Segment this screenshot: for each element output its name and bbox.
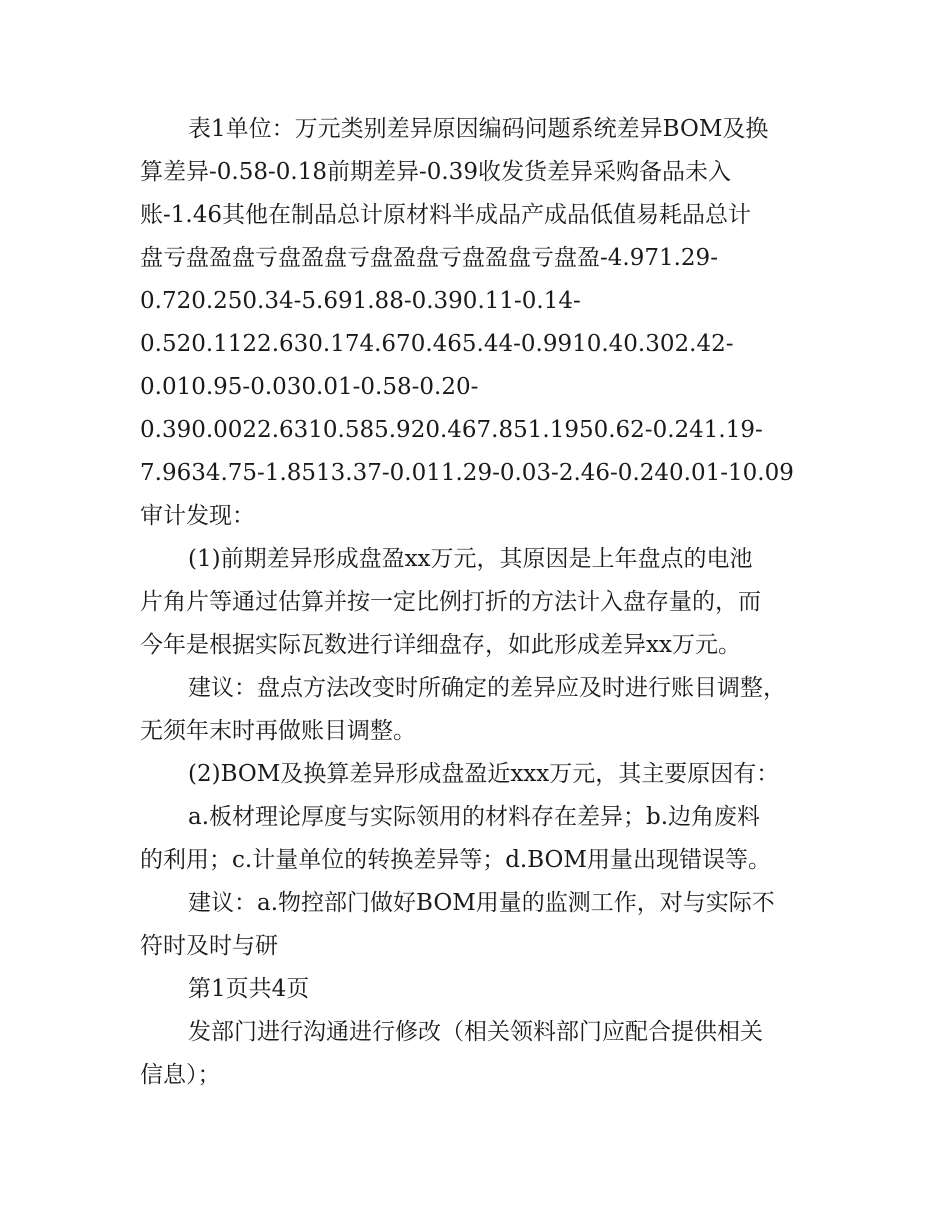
- text-line: 盘亏盘盈盘亏盘盈盘亏盘盈盘亏盘盈盘亏盘盈-4.971.29-: [140, 245, 718, 271]
- text-line: 0.720.250.34-5.691.88-0.390.11-0.14-: [140, 288, 581, 314]
- text-line: (2)BOM及换算差异形成盘盈近xxx万元，其主要原因有：: [188, 761, 780, 787]
- text-line: 今年是根据实际瓦数进行详细盘存，如此形成差异xx万元。: [140, 632, 741, 658]
- text-line: 发部门进行沟通进行修改（相关领料部门应配合提供相关: [188, 1019, 763, 1045]
- text-line: 符时及时与研: [140, 933, 278, 959]
- text-line: 建议：a.物控部门做好BOM用量的监测工作，对与实际不: [188, 890, 775, 916]
- text-line: 信息）；: [140, 1062, 221, 1088]
- document-body: [140, 108, 820, 1097]
- text-line: 无须年末时再做账目调整。: [140, 718, 416, 744]
- text-line: 0.010.95-0.030.01-0.58-0.20-: [140, 374, 479, 400]
- text-line: 账-1.46其他在制品总计原材料半成品产成品低值易耗品总计: [140, 202, 751, 228]
- text-line: 的利用；c.计量单位的转换差异等；d.BOM用量出现错误等。: [140, 847, 771, 873]
- text-line: 片角片等通过估算并按一定比例打折的方法计入盘存量的，而: [140, 589, 761, 615]
- section-heading: 审计发现：: [140, 503, 255, 529]
- text-line: 7.9634.75-1.8513.37-0.011.29-0.03-2.46-0.240.01-10.09: [140, 460, 794, 486]
- text-line: (1)前期差异形成盘盈xx万元，其原因是上年盘点的电池: [188, 546, 753, 572]
- page-number: 第1页共4页: [188, 976, 310, 1002]
- text-line: a.板材理论厚度与实际领用的材料存在差异；b.边角废料: [188, 804, 761, 830]
- text-line: 表1单位：万元类别差异原因编码问题系统差异BOM及换: [188, 116, 769, 142]
- text-line: 算差异-0.58-0.18前期差异-0.39收发货差异采购备品未入: [140, 159, 731, 185]
- text-line: 0.520.1122.630.174.670.465.44-0.9910.40.302.42-: [140, 331, 734, 357]
- text-line: 建议：盘点方法改变时所确定的差异应及时进行账目调整，: [188, 675, 786, 701]
- text-line: 0.390.0022.6310.585.920.467.851.1950.62-0.241.19-: [140, 417, 763, 443]
